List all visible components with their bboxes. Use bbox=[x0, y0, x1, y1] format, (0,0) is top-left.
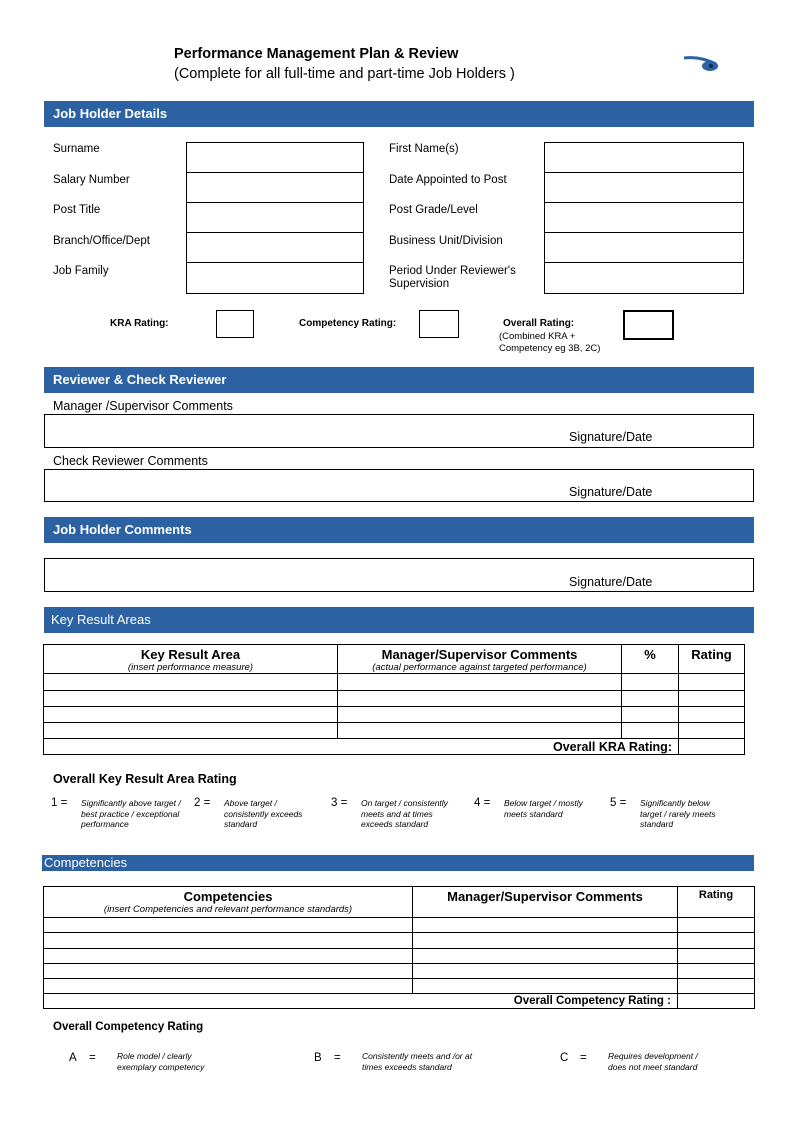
overall-competency-rating-label: Overall Competency Rating : bbox=[44, 994, 678, 1009]
manager-comments-label: Manager /Supervisor Comments bbox=[53, 399, 233, 413]
overall-rating-field[interactable] bbox=[623, 310, 674, 340]
competency-row[interactable] bbox=[44, 964, 755, 979]
kra-rating-field[interactable] bbox=[216, 310, 254, 338]
percent-col-title: % bbox=[644, 647, 656, 662]
competencies-header-row bbox=[44, 887, 755, 918]
job-family-field[interactable] bbox=[186, 262, 364, 294]
signature-date-label: Signature/Date bbox=[569, 430, 653, 444]
kra-col-title: Key Result Area bbox=[140, 647, 241, 662]
competency-scale-equals: = bbox=[334, 1052, 341, 1064]
branch-office-dept-label: Branch/Office/Dept bbox=[53, 235, 150, 247]
check-reviewer-comments-box[interactable] bbox=[44, 469, 754, 502]
manager-comments-col-header bbox=[338, 645, 622, 674]
salary-number-label: Salary Number bbox=[53, 174, 130, 186]
kra-col-header bbox=[44, 645, 338, 674]
competency-scale-equals: = bbox=[89, 1052, 96, 1064]
competency-scale-equals: = bbox=[580, 1052, 587, 1064]
kra-scale-text: Above target / consistently exceeds standard bbox=[224, 798, 303, 829]
overall-rating-note: (Combined KRA + Competency eg 3B, 2C) bbox=[499, 331, 601, 354]
comp-rating-col-title: Rating bbox=[698, 889, 734, 901]
surname-label: Surname bbox=[53, 143, 100, 155]
rating-col-header bbox=[679, 645, 745, 674]
section-bar-job-holder-details: Job Holder Details bbox=[44, 101, 754, 127]
kra-rating-label: KRA Rating: bbox=[110, 318, 169, 329]
competency-scale-text: Requires development / does not meet standard bbox=[608, 1051, 698, 1072]
competency-scale-text: Role model / clearly exemplary competency bbox=[117, 1051, 205, 1072]
check-reviewer-comments-label: Check Reviewer Comments bbox=[53, 454, 208, 468]
branch-office-dept-field[interactable] bbox=[186, 232, 364, 263]
kra-scale-number: 5 = bbox=[610, 797, 627, 809]
job-family-label: Job Family bbox=[53, 265, 109, 277]
period-under-review-field[interactable] bbox=[544, 262, 744, 294]
kra-col-subtitle: (insert performance measure) bbox=[127, 662, 254, 673]
job-holder-comments-box[interactable] bbox=[44, 558, 754, 592]
page-title: Performance Management Plan & Review bbox=[174, 46, 459, 62]
percent-col-header bbox=[622, 645, 679, 674]
kra-scale-text: Below target / mostly meets standard bbox=[504, 798, 583, 819]
date-appointed-label: Date Appointed to Post bbox=[389, 174, 507, 186]
overall-rating-label: Overall Rating: bbox=[503, 318, 575, 329]
business-unit-label: Business Unit/Division bbox=[389, 235, 503, 247]
kra-scale-number: 2 = bbox=[194, 797, 211, 809]
competencies-table bbox=[43, 886, 755, 1009]
section-bar-job-holder-comments: Job Holder Comments bbox=[44, 517, 754, 543]
comp-manager-comments-col-title: Manager/Supervisor Comments bbox=[447, 889, 643, 904]
kra-scale-text: On target / consistently meets and at times exceeds standard bbox=[361, 798, 448, 829]
signature-date-label: Signature/Date bbox=[569, 575, 653, 589]
overall-competency-rating-field[interactable] bbox=[678, 994, 755, 1009]
manager-comments-col-subtitle: (actual performance against targeted performance) bbox=[372, 662, 587, 673]
competency-row[interactable] bbox=[44, 918, 755, 933]
post-title-label: Post Title bbox=[53, 204, 101, 216]
surname-field[interactable] bbox=[186, 142, 364, 173]
section-bar-competencies: Competencies bbox=[42, 855, 754, 871]
competency-scale-letter: B bbox=[314, 1052, 322, 1064]
kra-header-row bbox=[44, 645, 745, 674]
kra-row[interactable] bbox=[44, 707, 745, 723]
competencies-col-title: Competencies bbox=[183, 889, 273, 904]
competency-scale-text: Consistently meets and /or at times exceeds standard bbox=[362, 1051, 473, 1072]
competency-overall-row bbox=[44, 994, 755, 1009]
competency-scale-heading: Overall Competency Rating bbox=[53, 1021, 204, 1033]
kra-scale-heading: Overall Key Result Area Rating bbox=[53, 772, 237, 786]
page-subtitle: (Complete for all full-time and part-time Job Holders ) bbox=[174, 66, 515, 82]
kra-scale-text: Significantly above target / best practice / exceptional performance bbox=[81, 798, 181, 829]
rating-col-title: Rating bbox=[691, 647, 732, 662]
kra-row[interactable] bbox=[44, 723, 745, 739]
post-grade-label: Post Grade/Level bbox=[389, 204, 478, 216]
kra-overall-row bbox=[44, 739, 745, 755]
overall-kra-rating-field[interactable] bbox=[679, 739, 745, 755]
period-under-review-label: Period Under Reviewer's Supervision bbox=[389, 265, 516, 290]
kra-table bbox=[43, 644, 745, 755]
competency-row[interactable] bbox=[44, 979, 755, 994]
manager-comments-col-title: Manager/Supervisor Comments bbox=[381, 647, 578, 662]
post-grade-field[interactable] bbox=[544, 202, 744, 233]
comp-rating-col-header bbox=[678, 887, 755, 918]
kra-scale-number: 1 = bbox=[51, 797, 68, 809]
signature-date-label: Signature/Date bbox=[569, 485, 653, 499]
competencies-col-subtitle: (insert Competencies and relevant performance standards) bbox=[103, 904, 353, 915]
overall-kra-rating-label: Overall KRA Rating: bbox=[44, 739, 679, 755]
manager-comments-box[interactable] bbox=[44, 414, 754, 448]
salary-number-field[interactable] bbox=[186, 172, 364, 203]
kra-scale-number: 4 = bbox=[474, 797, 491, 809]
competency-row[interactable] bbox=[44, 933, 755, 949]
competency-scale-letter: A bbox=[69, 1052, 77, 1064]
date-appointed-field[interactable] bbox=[544, 172, 744, 203]
first-names-label: First Name(s) bbox=[389, 143, 459, 155]
comp-manager-comments-col-header bbox=[413, 887, 678, 918]
competencies-col-header bbox=[44, 887, 413, 918]
competency-row[interactable] bbox=[44, 949, 755, 964]
post-title-field[interactable] bbox=[186, 202, 364, 233]
section-bar-reviewer: Reviewer & Check Reviewer bbox=[44, 367, 754, 393]
business-unit-field[interactable] bbox=[544, 232, 744, 263]
first-names-field[interactable] bbox=[544, 142, 744, 173]
competency-rating-field[interactable] bbox=[419, 310, 459, 338]
section-bar-key-result-areas: Key Result Areas bbox=[44, 607, 754, 633]
kra-scale-number: 3 = bbox=[331, 797, 348, 809]
competency-rating-label: Competency Rating: bbox=[299, 318, 397, 329]
kra-row[interactable] bbox=[44, 674, 745, 691]
kra-row[interactable] bbox=[44, 691, 745, 707]
kra-scale-text: Significantly below target / rarely meets standard bbox=[640, 798, 716, 829]
eye-swoosh-logo-icon bbox=[682, 52, 722, 78]
competency-scale-letter: C bbox=[560, 1052, 569, 1064]
